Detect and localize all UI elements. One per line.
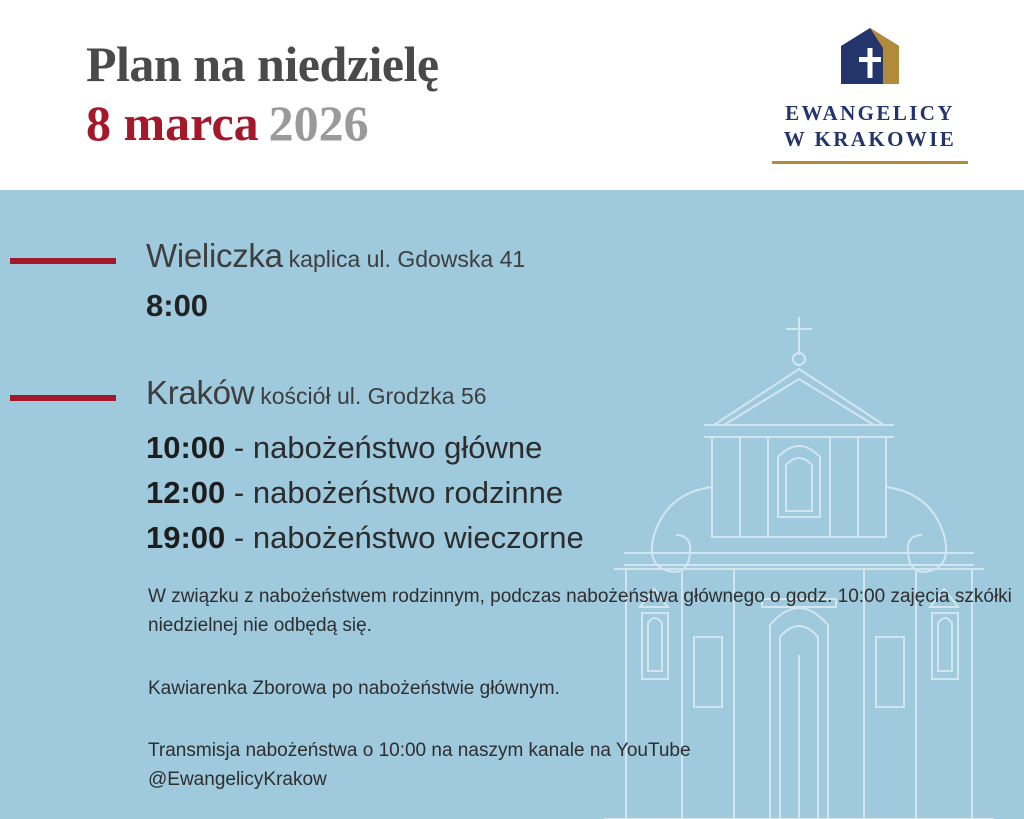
page-subtitle bbox=[86, 94, 439, 151]
venue-wieliczka bbox=[146, 237, 525, 275]
note-cafe: Kawiarenka Zborowa po nabożeństwie głównym. bbox=[148, 678, 560, 699]
note-stream-line1: Transmisja nabożeństwa o 10:00 na naszym kanale na YouTube bbox=[148, 740, 691, 761]
logo bbox=[770, 26, 970, 164]
schedule-content bbox=[0, 190, 1024, 819]
service-time-wieliczka: 8:00 bbox=[146, 288, 209, 323]
poster-header bbox=[0, 0, 1024, 190]
venue-name: Wieliczka bbox=[146, 237, 283, 274]
venue-address: kościół ul. Grodzka 56 bbox=[260, 383, 487, 409]
service-time: 10:00 bbox=[146, 430, 226, 465]
service-description: - nabożeństwo główne bbox=[233, 430, 543, 465]
page-title: Plan na niedzielę bbox=[86, 36, 439, 92]
service-row bbox=[146, 520, 584, 556]
logo-divider bbox=[772, 161, 968, 164]
service-time: 12:00 bbox=[146, 475, 226, 510]
church-house-cross-icon bbox=[837, 26, 903, 88]
service-row bbox=[146, 430, 542, 466]
header-title-block bbox=[86, 38, 439, 149]
service-time: 19:00 bbox=[146, 520, 226, 555]
service-description: - nabożeństwo wieczorne bbox=[233, 520, 584, 555]
section-rule-wieliczka bbox=[10, 258, 116, 264]
section-rule-krakow bbox=[10, 395, 116, 401]
note-stream bbox=[148, 736, 691, 795]
logo-text-line1: EWANGELICY bbox=[785, 101, 955, 125]
venue-address: kaplica ul. Gdowska 41 bbox=[288, 246, 526, 272]
venue-krakow bbox=[146, 374, 487, 412]
note-stream-handle: @EwangelicyKrakow bbox=[148, 769, 327, 791]
logo-text-line2: W KRAKOWIE bbox=[783, 127, 957, 152]
title-year: 2026 bbox=[268, 94, 369, 151]
venue-name: Kraków bbox=[146, 374, 255, 411]
service-description: - nabożeństwo rodzinne bbox=[233, 475, 564, 510]
note-sunday-school: W związku z nabożeństwem rodzinnym, podczas nabożeństwa głównego o godz. 10:00 zajęcia szkółki niedzielnej nie odbędą się. bbox=[148, 586, 1012, 637]
service-row bbox=[146, 475, 563, 511]
title-date: 8 marca bbox=[86, 94, 259, 151]
poster-body bbox=[0, 190, 1024, 819]
